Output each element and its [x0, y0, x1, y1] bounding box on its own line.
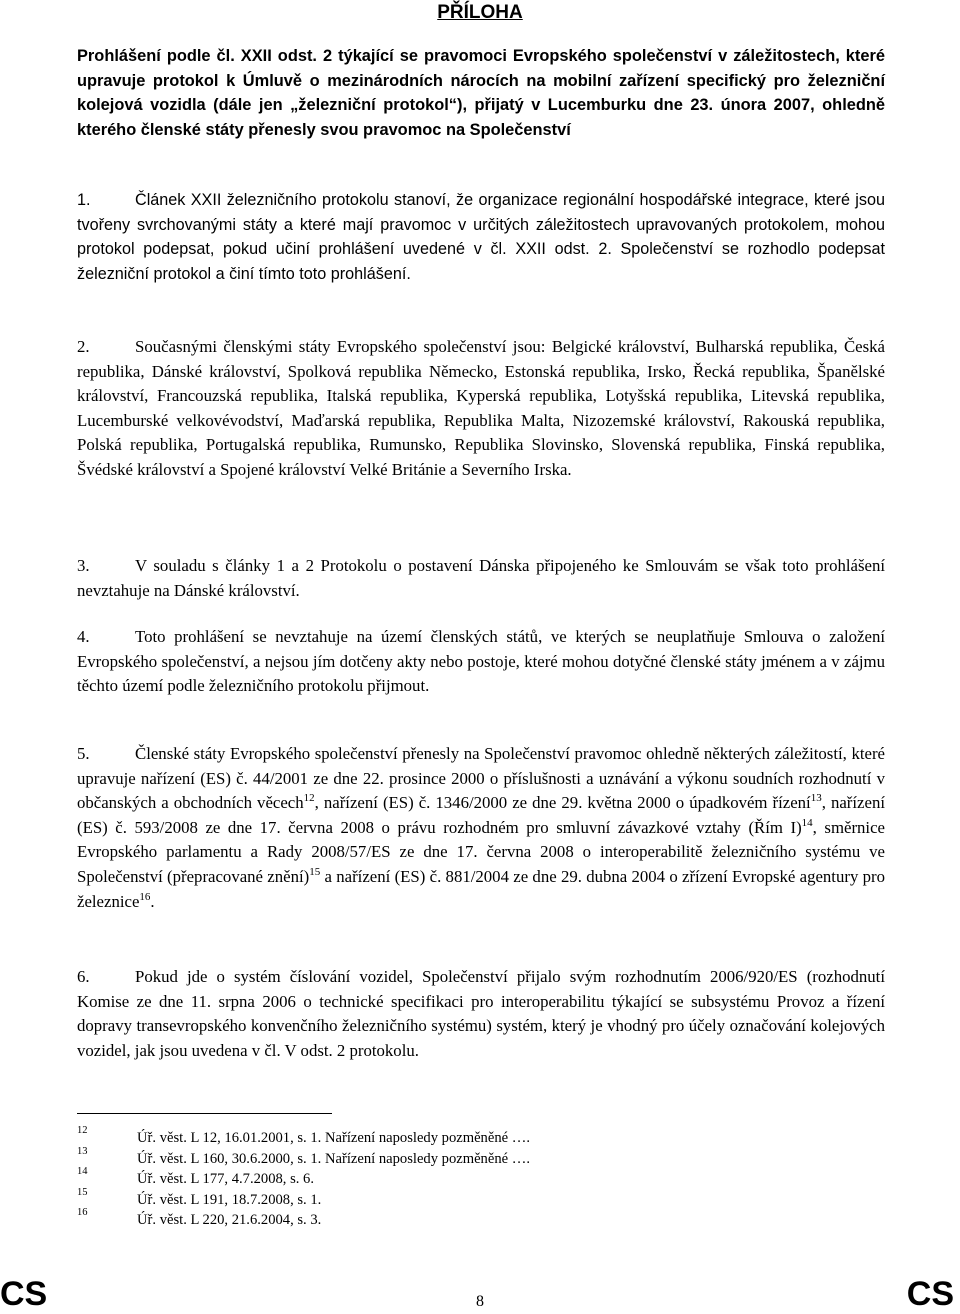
paragraph-text: , nařízení (ES) č. 593/2008 ze dne 17. června 2008 o právu rozhodném pro smluvní závazkové vztahy (Řím I): [77, 793, 886, 837]
footnote-text: Úř. věst. L 12, 16.01.2001, s. 1. Nařízení naposledy pozměněné ….: [137, 1130, 530, 1146]
footnote-text: Úř. věst. L 177, 4.7.2008, s. 6.: [137, 1171, 315, 1187]
paragraph-number: 6.: [77, 967, 90, 986]
footnote-item: [77, 1145, 885, 1172]
footnote-ref[interactable]: 13: [810, 792, 822, 805]
paragraph-text: Členské státy Evropského společenství přenesly na Společenství pravomoc ohledně některých záležitostí, které upravuje nařízení (ES) č. 44/2001 ze dne 22. prosince 2000 o příslušnosti a uznávání a výkonu soudních rozhodnutí v občanských a obchodních věcech: [77, 744, 885, 813]
paragraph-text: Článek XXII železničního protokolu stanoví, že organizace regionální hospodářské integrace, které jsou tvořeny svrchovanými státy a které mají pravomoc v určitých záležitostech upravovaných protokolem, mohou protokol podepsat, pokud učiní prohlášení uvedené v čl. XXII odst. 2. Společenství se rozhodlo podepsat železniční protokol a činí tímto toto prohlášení.: [77, 191, 885, 283]
paragraph-text: , nařízení (ES) č. 1346/2000 ze dne 29. května 2000 o úpadkovém řízení: [314, 793, 811, 813]
paragraph-6: [77, 965, 885, 1063]
paragraph-1: [77, 188, 885, 286]
paragraph-4: [77, 625, 885, 699]
footnote-number: 12: [77, 1125, 88, 1136]
footnote-text: Úř. věst. L 160, 30.6.2000, s. 1. Nařízení naposledy pozměněné ….: [137, 1150, 530, 1167]
paragraph-number: 5.: [77, 744, 90, 763]
declaration-title: Prohlášení podle čl. XXII odst. 2 týkající se pravomoci Evropského společenství v záležitostech, které upravuje protokol k Úmluvě o mezinárodních nárocích na mobilní zařízení specifický pro železniční kolejová vozidla (dále jen „železniční protokol“), přijatý v Lucemburku dne 23. února 2007, ohledně kterého členské státy přenesly svou pravomoc na Společenství: [77, 47, 885, 139]
language-code-left: CS: [0, 1275, 48, 1313]
paragraph-text: Pokud jde o systém číslování vozidel, Společenství přijalo svým rozhodnutím 2006/920/ES (rozhodnutí Komise ze dne 11. srpna 2006 o technické specifikaci pro interoperabilitu týkající se subsystému Provoz a řízení dopravy transevropského konvenčního železničního systému) systém, který je vhodný pro účely označování kolejových vozidel, jak jsou uvedena v čl. V odst. 2 protokolu.: [77, 967, 885, 1060]
footnote-ref[interactable]: 15: [309, 865, 321, 878]
paragraph-text: , směrnice Evropského parlamentu a Rady 2008/57/ES ze dne 17. června 2008 o interoperabilitě železničního systému ve Společenství (přepracované znění): [77, 817, 885, 886]
language-code-right: CS: [906, 1275, 954, 1313]
footnote-ref[interactable]: 12: [303, 792, 315, 805]
paragraph-text: .: [150, 891, 155, 911]
annex-heading: PŘÍLOHA: [437, 2, 523, 23]
footnote-item: [77, 1166, 885, 1192]
paragraph-number: 2.: [77, 337, 90, 356]
paragraph-2: [77, 335, 885, 483]
footnote-number: 15: [77, 1186, 88, 1198]
paragraph-number: 4.: [77, 627, 90, 646]
paragraph-3: [77, 554, 885, 603]
page-number: 8: [476, 1293, 484, 1310]
footnote-item: [77, 1125, 885, 1151]
footnote-separator: [77, 1113, 332, 1114]
footnotes: [77, 1125, 885, 1233]
footnote-ref[interactable]: 14: [801, 816, 813, 829]
paragraph-text: V souladu s články 1 a 2 Protokolu o postavení Dánska připojeného ke Smlouvám se však toto prohlášení nevztahuje na Dánské království.: [77, 556, 885, 600]
footnote-number: 16: [77, 1207, 88, 1218]
footnote-text: Úř. věst. L 220, 21.6.2004, s. 3.: [137, 1212, 322, 1228]
paragraph-5: [77, 742, 885, 914]
paragraph-text: Současnými členskými státy Evropského společenství jsou: Belgické království, Bulharská republika, Česká republika, Dánské království, Spolková republika Německo, Estonská republika, Irsko, Řecká republika, Španělské království, Francouzská republika, Italská republika, Kyperská republika, Lotyšská republika, Litevská republika, Lucemburské velkovévodství, Maďarská republika, Republika Malta, Nizozemské království, Rakouská republika, Polská republika, Portugalská republika, Rumunsko, Republika Slovinsko, Slovenská republika, Finská republika, Švédské království a Spojené království Velké Británie a Severního Irska.: [77, 337, 885, 479]
paragraph-text: Toto prohlášení se nevztahuje na území členských států, ve kterých se neuplatňuje Smlouva o založení Evropského společenství, a nejsou jím dotčeny akty nebo postoje, které mohou dotyčné členské státy jménem a v zájmu těchto území podle železničního protokolu přijmout.: [77, 627, 885, 696]
paragraph-number: 1.: [77, 191, 91, 209]
paragraph-number: 3.: [77, 556, 90, 575]
footnote-number: 14: [77, 1166, 88, 1177]
footnote-text: Úř. věst. L 191, 18.7.2008, s. 1.: [137, 1191, 322, 1208]
footnote-ref[interactable]: 16: [139, 890, 151, 903]
footnote-item: [77, 1186, 885, 1213]
paragraph-text: a nařízení (ES) č. 881/2004 ze dne 29. dubna 2004 o zřízení Evropské agentury pro železnice: [77, 866, 885, 911]
footnote-item: [77, 1207, 885, 1233]
footnote-number: 13: [77, 1145, 88, 1157]
